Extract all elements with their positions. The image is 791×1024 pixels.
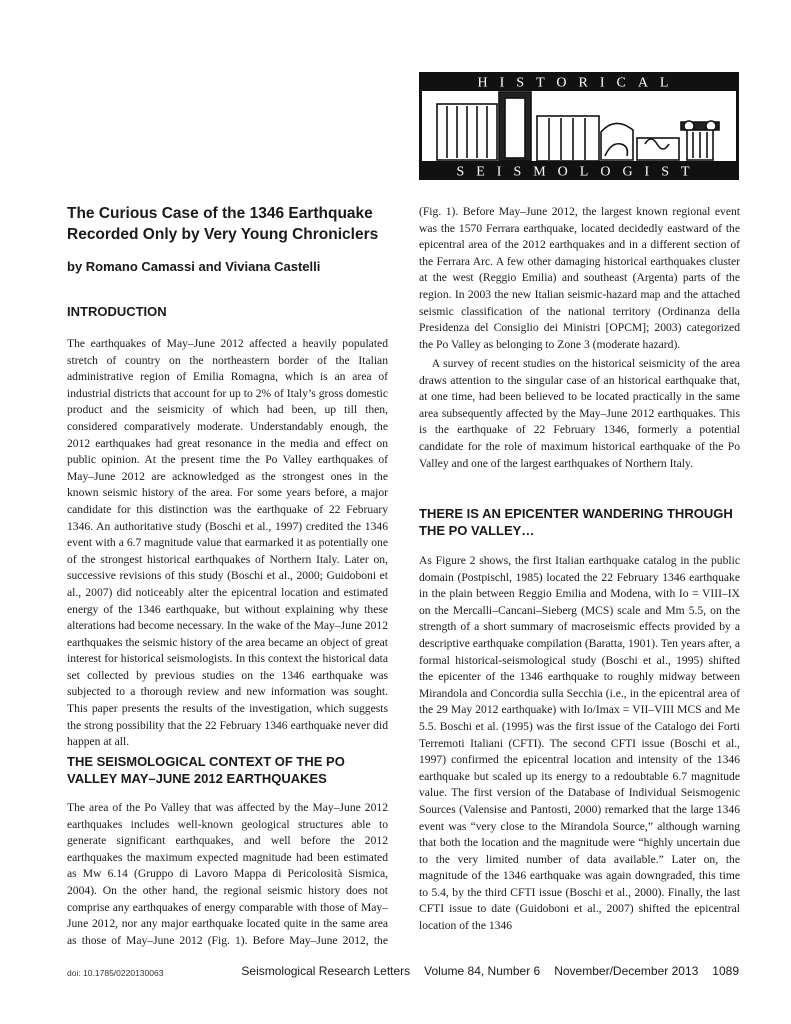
- context-paragraph-1: The area of the Po Valley that was affected by the May–June 2012 earthquakes includes well-known geological structures able to generate significant earthquakes, and well before the 2012 earthquakes the maximum expected magnitude had been estimated as Mw 6.14 (Gruppo di Lavoro Mappa di Pericolosità Sismica, 2004). On the other hand, the regional seismic history does not comprise any earthquakes of energy comparable with those of May–June 2012, nor any major earthquake located quite in the same area as those of May–June 2012 (Fig. 1). Before May–June 2012, the: [67, 801, 388, 947]
- logo-top-text: HISTORICAL: [477, 75, 681, 91]
- footer-date: November/December 2013: [554, 964, 699, 978]
- context-paragraph-2: A survey of recent studies on the historical seismicity of the area draws attention to the singular case of an historical earthquake that, at one time, had been believed to be located practically in the same area subsequently affected by the May–June 2012 earthquakes. This is the earthquake of 22 February 1346, formerly a potential candidate for the role of maximum historical earthquake of the Po Valley and one of the largest earthquakes of Northern Italy.: [419, 357, 740, 470]
- footer-doi: doi: 10.1785/0220130063: [67, 968, 164, 978]
- footer-journal-info: [227, 964, 739, 978]
- wander-paragraph: As Figure 2 shows, the first Italian earthquake catalog in the public domain (Postpischl, 1985) located the 22 February 1346 earthquake in the plain between Reggio Emilia and Modena, with Io = VIII–IX on the Mercalli–Cancani–Sieberg (MCS) scale and Mm 5.5, on the strength of a short summary of macroseismic effects provided by a descriptive earthquake compilation (Baratta, 1901). Ten years after, a formal historical-seismological study (Boschi et al., 1995) shifted the epicenter of the 1346 earthquake to roughly midway between Mirandola and Concordia sulla Secchia (i.e., in the epicentral area of the 29 May 2012 earthquake) with Io/Imax = VII–VIII MCS and Me 5.5. Boschi et al. (1995) was the first issue of the Catalogo dei Forti Terremoti Italiani (CFTI). The second CFTI issue (Boschi et al., 1997) confirmed the epicentral location and intensity of the 1346 earthquake but scaled up its energy to a redoubtable 6.7 magnitude value. The first version of the Database of Individual Seismogenic Sources (Valensise and Pantosti, 2000) remarked that the large 1346 event was “very close to the Mirandola Source,” although warning that both the location and the magnitude were “highly uncertain due to the very limited number of data available.” Later on, the magnitude of the 1346 earthquake was again downgraded, this time to 5.4, by the third CFTI issue (Boschi et al., 2000). Finally, the last CFTI issue to date (Guidoboni et al., 2007) shifted the epicentral location of the 1346: [419, 554, 740, 933]
- intro-heading: INTRODUCTION: [67, 304, 167, 319]
- article-title: The Curious Case of the 1346 Earthquake Recorded Only by Very Young Chroniclers: [67, 205, 379, 243]
- broken-column-ruins-icon: [419, 72, 739, 180]
- footer-volume: Volume 84, Number 6: [424, 964, 541, 978]
- context-heading: THE SEISMOLOGICAL CONTEXT OF THE PO VALLEY MAY–JUNE 2012 EARTHQUAKES: [67, 754, 345, 786]
- intro-paragraph: The earthquakes of May–June 2012 affected a heavily populated stretch of country on the northeastern border of the Italian administrative region of Emilia Romagna, which is an area of industrial districts that account for up to 2% of Italy’s gross domestic product and the seismicity of which had been, up till then, considered comparatively moderate. Understandably enough, the 2012 earthquakes had great resonance in the media and effect on public opinion. At the present time the Po Valley earthquakes of May–June 2012 are acknowledged as the strongest ones in the known seismic history of the area. For some years before, a major candidate for this distinction was the earthquake of 22 February 1346. An authoritative study (Boschi et al., 1997) credited the 1346 event with a 6.7 magnitude value that earmarked it as potentially one of the strongest historical earthquakes of Northern Italy. Later on, successive revisions of this study (Boschi et al., 2000; Guidoboni et al., 2007) did noticeably alter the epicentral location and estimated energy of the 1346 earthquake, but without explaining why these alterations had become necessary. In the wake of the May–June 2012 earthquakes the seismic history of the area became an object of great interest for historical seismologists. In this context the historical data set collected by previous studies on the 1346 earthquake was subjected to a thorough review and new information was sought. This paper presents the results of the investigation, which suggests the strong possibility that the 22 February 1346 earthquake never did happen at all.: [67, 337, 388, 749]
- footer-journal-name: Seismological Research Letters: [241, 964, 411, 978]
- historical-seismologist-logo: [419, 72, 739, 180]
- logo-bottom-text: SEISMOLOGIST: [456, 164, 702, 180]
- footer-page-number: 1089: [712, 964, 739, 978]
- context-paragraph-1-continued: (Fig. 1). Before May–June 2012, the largest known regional event was the 1570 Ferrara earthquake, located decidedly eastward of the epicentral area of the 2012 earthquakes and in a different section of the Ferrara Arc. A few other damaging historical earthquakes cluster at the west (Reggio Emilia) and southeast (Argenta) parts of the region. In 2003 the new Italian seismic-hazard map and the attached seismic classification of the national territory (Ordinanza della Presidenza del Consiglio dei Ministri [OPCM]; 2003) categorized the Po Valley as belonging to Zone 3 (moderate hazard).: [419, 205, 740, 351]
- article-byline: by Romano Camassi and Viviana Castelli: [67, 259, 321, 274]
- wander-heading: THERE IS AN EPICENTER WANDERING THROUGH THE PO VALLEY…: [419, 506, 733, 538]
